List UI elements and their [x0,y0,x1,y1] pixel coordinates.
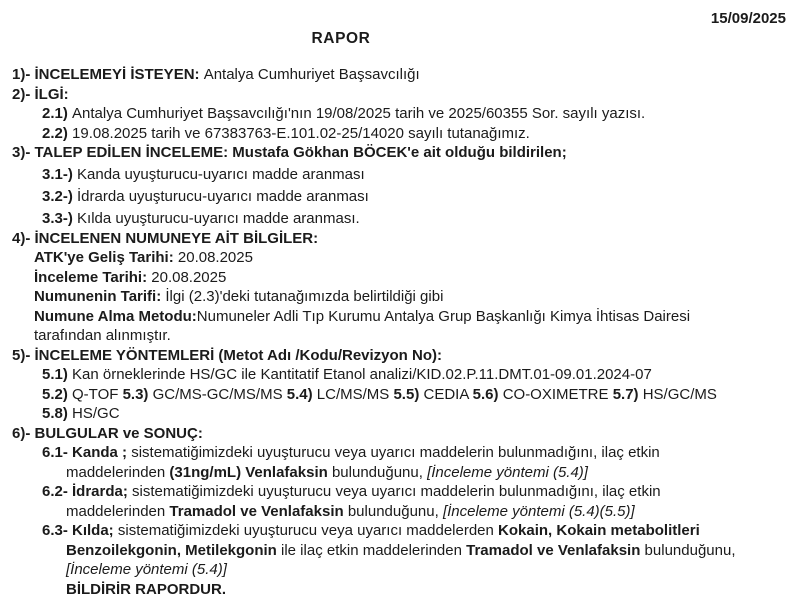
text-segment: 5.6) [472,385,503,403]
text-segment: tarafından alınmıştır. [34,327,171,344]
text-segment: 3.1-) [42,166,78,183]
report-line [0,124,794,144]
text-segment: Antalya Cumhuriyet Başsavcılığı'nın 19/08/2025 tarih ve 2025/60355 Sor. sayılı yazısı. [72,105,646,122]
text-segment: LC/MS/MS [316,385,394,403]
report-line [0,424,794,444]
report-line [0,482,794,502]
text-segment: Antalya Cumhuriyet Başsavcılığı [203,66,420,83]
text-segment: 5.2) [42,385,73,403]
report-line [0,463,794,483]
report-line [0,165,794,185]
report-date: 15/09/2025 [710,10,786,27]
report-line [0,287,794,307]
text-segment: Q-TOF [72,385,123,403]
text-segment: 6)- BULGULAR ve SONUÇ: [12,424,203,442]
text-segment: 3.2-) [42,188,78,205]
text-segment: CO-OXIMETRE [502,385,613,403]
text-segment: [İnceleme yöntemi (5.4)] [427,463,588,481]
text-segment: bulunduğunu, [327,463,428,481]
report-line [0,521,794,541]
text-segment: 5.7) [612,385,643,403]
text-segment: 2.1) [42,105,73,122]
text-segment: [İnceleme yöntemi (5.4)(5.5)] [442,502,635,520]
report-line [0,268,794,288]
report-line [0,541,794,561]
report-line [0,502,794,522]
text-segment: 5.5) [393,385,424,403]
text-segment: HS/GC/MS [642,385,717,403]
text-segment: maddelerinden [66,502,170,520]
report-line [0,104,794,124]
report-line [0,560,794,580]
report-line [0,580,794,596]
text-segment: 1)- İNCELEMEYİ İSTEYEN: [12,66,204,83]
text-segment: 3.3-) [42,210,78,227]
report-line [0,209,794,229]
report-title: RAPOR [311,30,371,47]
text-segment: 6.3- Kılda; [42,522,118,539]
text-segment: 5.1) [42,366,73,383]
text-segment: 5.8) [42,405,73,422]
report-line [0,404,794,424]
text-segment: Kılda uyuşturucu-uyarıcı madde aranması. [77,210,360,227]
text-segment: Kan örneklerinde HS/GC ile Kantitatif Etanol analizi/KID.02.P.11.DMT.01-09.01.2024-07 [72,366,652,383]
text-segment: Kanda uyuşturucu-uyarıcı madde aranması [77,166,365,183]
text-segment: 3)- TALEP EDİLEN İNCELEME: Mustafa Gökhan BÖCEK'e ait olduğu bildirilen; [12,144,567,161]
report-line [0,443,794,463]
text-segment: (31ng/mL) Venlafaksin [169,463,328,481]
text-segment: ATK'ye Geliş Tarihi: [34,249,178,266]
report-line [0,248,794,268]
text-segment: İlgi (2.3)'deki tutanağımızda belirtildiği gibi [165,288,444,305]
text-segment: GC/MS-GC/MS/MS [152,385,287,403]
text-segment: İdrarda uyuşturucu-uyarıcı madde aranması [77,188,369,205]
text-segment: sistematiğimizdeki uyuşturucu veya uyarıcı maddelerden [117,522,499,539]
text-segment: BİLDİRİR RAPORDUR. [66,580,226,596]
report-line [0,346,794,366]
text-segment: 5.3) [122,385,153,403]
report-line [0,365,794,385]
text-segment: ile ilaç etkin maddelerinden [276,541,467,559]
text-segment: Numunenin Tarifi: [34,288,166,305]
text-segment: 19.08.2025 tarih ve 67383763-E.101.02-25/14020 sayılı tutanağımız. [72,124,530,142]
report-line [0,143,794,163]
text-segment: Numune Alma Metodu: [34,307,197,325]
text-segment: Benzoilekgonin, Metilekgonin [66,541,277,559]
text-segment: 4)- İNCELENEN NUMUNEYE AİT BİLGİLER: [12,229,319,247]
text-segment: 2.2) [42,124,73,142]
report-line [0,385,794,405]
text-segment: Tramadol ve Venlafaksin [466,541,641,559]
text-segment: 20.08.2025 [177,249,253,266]
text-segment: İnceleme Tarihi: [34,268,152,286]
report-line [0,307,794,327]
text-segment: 2)- İLGİ: [12,85,69,103]
text-segment: HS/GC [72,405,120,422]
text-segment: sistematiğimizdeki uyuşturucu veya uyarıcı maddelerin bulunmadığını, ilaç etkin [131,444,660,461]
report-line [0,187,794,207]
text-segment: sistematiğimizdeki uyuşturucu veya uyarıcı maddelerin bulunmadığını, ilaç etkin [132,483,661,500]
report-body [0,65,800,596]
report-line [0,85,794,105]
text-segment: bulunduğunu, [640,541,736,559]
text-segment: maddelerinden [66,463,170,481]
text-segment: [İnceleme yöntemi (5.4)] [66,561,227,578]
text-segment: bulunduğunu, [343,502,443,520]
text-segment: 20.08.2025 [151,268,227,286]
text-segment: 5.4) [286,385,317,403]
text-segment: CEDIA [423,385,473,403]
report-line [0,65,794,85]
report-line [0,229,794,249]
text-segment: 6.1- Kanda ; [42,444,132,461]
text-segment: Tramadol ve Venlafaksin [169,502,344,520]
text-segment: Kokain, Kokain metabolitleri [498,522,700,539]
text-segment: Numuneler Adli Tıp Kurumu Antalya Grup Başkanlığı Kimya İhtisas Dairesi [196,307,691,325]
text-segment: 5)- İNCELEME YÖNTEMLERİ (Metot Adı /Kodu/Revizyon No): [12,346,442,364]
text-segment: 6.2- İdrarda; [42,483,133,500]
report-line [0,326,794,346]
